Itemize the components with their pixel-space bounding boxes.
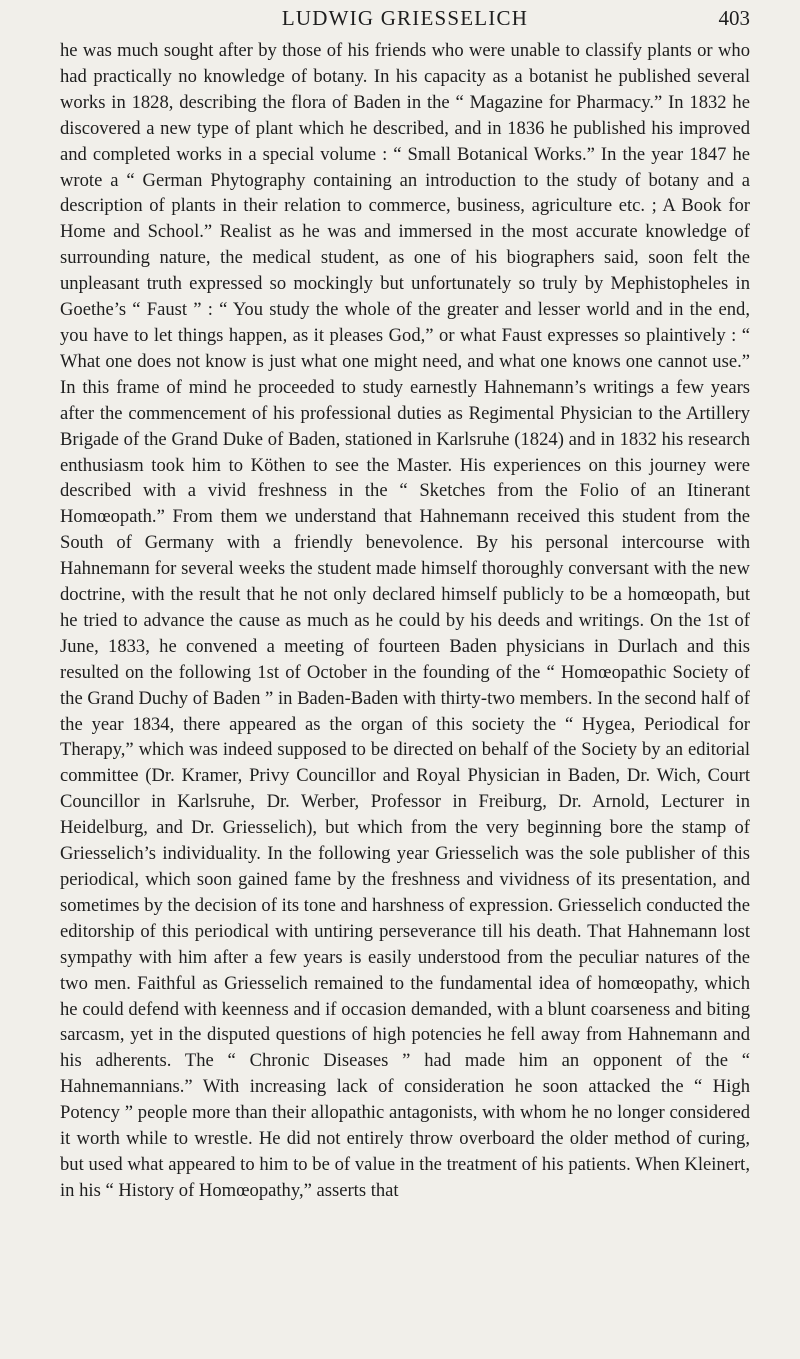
- page-title: LUDWIG GRIESSELICH: [281, 6, 529, 30]
- running-header: [60, 3, 750, 35]
- page-number: 403: [718, 6, 750, 30]
- body-paragraph: he was much sought after by those of his friends who were unable to classify plants or who had practically no knowledge of botany. In his capacity as a botanist he published several works in 1828, describing the flora of Baden in the “ Magazine for Pharmacy.” In 1832 he discovered a new type of plant which he described, and in 1836 he published his improved and completed works in a special volume : “ Small Botanical Works.” In the year 1847 he wrote a “ German Phytography containing an introduction to the study of botany and a description of plants in their relation to commerce, business, agriculture etc. ; A Book for Home and School.” Realist as he was and immersed in the most accurate knowledge of surrounding nature, the medical student, as one of his biographers said, soon felt the unpleasant truth expressed so mockingly but unfortunately so truly by Mephistopheles in Goethe’s “ Faust ” : “ You study the whole of the greater and lesser world and in the end, you have to let things happen, as it pleases God,” or what Faust expresses so plaintively : “ What one does not know is just what one might need, and what one knows one cannot use.” In this frame of mind he proceeded to study earnestly Hahnemann’s writings a few years after the commencement of his professional duties as Regimental Physician to the Artillery Brigade of the Grand Duke of Baden, stationed in Karlsruhe (1824) and in 1832 his research enthusiasm took him to Köthen to see the Master. His experiences on this journey were described with a vivid freshness in the “ Sketches from the Folio of an Itinerant Homœopath.” From them we understand that Hahnemann received this student from the South of Germany with a friendly benevolence. By his personal intercourse with Hahnemann for several weeks the student made himself thoroughly conversant with the new doctrine, with the result that he not only declared himself publicly to be a homœopath, but he tried to advance the cause as much as he could by his deeds and writings. On the 1st of June, 1833, he convened a meeting of fourteen Baden physicians in Durlach and this resulted on the following 1st of October in the founding of the “ Homœopathic Society of the Grand Duchy of Baden ” in Baden-Baden with thirty-two members. In the second half of the year 1834, there appeared as the organ of this society the “ Hygea, Periodical for Therapy,” which was indeed supposed to be directed on behalf of the Society by an editorial committee (Dr. Kramer, Privy Councillor and Royal Physician in Baden, Dr. Wich, Court Councillor in Karlsruhe, Dr. Werber, Professor in Freiburg, Dr. Arnold, Lecturer in Heidelburg, and Dr. Griesselich), but which from the very beginning bore the stamp of Griesselich’s individuality. In the following year Griesselich was the sole publisher of this periodical, which soon gained fame by the freshness and vividness of its presentation, and sometimes by the decision of its tone and harshness of expression. Griesselich conducted the editorship of this periodical with untiring perseverance till his death. That Hahnemann lost sympathy with him after a few years is easily understood from the peculiar natures of the two men. Faithful as Griesselich remained to the fundamental idea of homœopathy, which he could defend with keenness and if occasion demanded, with a blunt coarseness and biting sarcasm, yet in the disputed questions of high potencies he fell away from Hahnemann and his adherents. The “ Chronic Diseases ” had made him an opponent of the “ Hahnemannians.” With increasing lack of consideration he soon attacked the “ High Potency ” people more than their allopathic antagonists, with whom he no longer considered it worth while to wrestle. He did not entirely throw overboard the older method of curing, but used what appeared to him to be of value in the treatment of his patients. When Kleinert, in his “ History of Homœopathy,” asserts that: [60, 40, 750, 1201]
- book-page: [60, 0, 750, 1359]
